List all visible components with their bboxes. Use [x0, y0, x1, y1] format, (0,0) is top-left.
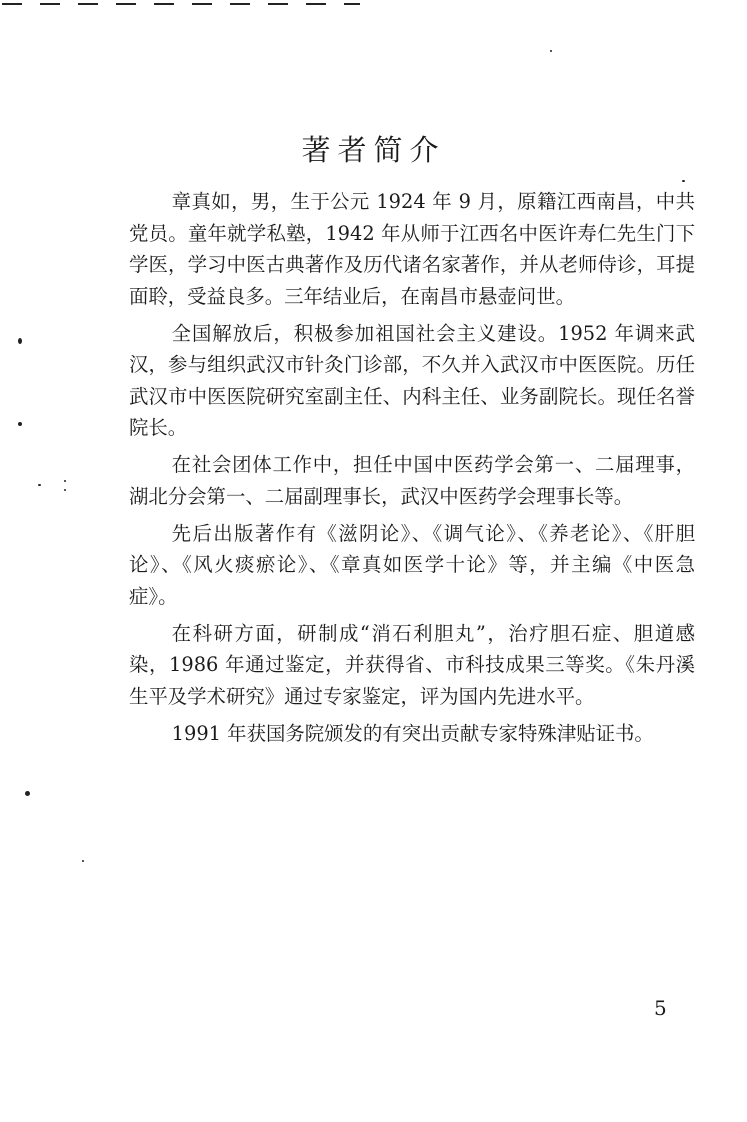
scan-speck — [38, 484, 41, 486]
paragraph-research: 在科研方面，研制成“消石利胆丸”，治疗胆石症、胆道感染，1986 年通过鉴定，并获得省、市科技成果三等奖。《朱丹溪生平及学术研究》通过专家鉴定，评为国内先进水平。 — [129, 621, 695, 708]
page-title: 著者简介 — [301, 133, 446, 167]
author-bio — [129, 186, 695, 755]
scan-speck — [18, 422, 22, 426]
scan-speck — [64, 480, 66, 482]
page-number: 5 — [654, 996, 667, 1020]
paragraph-early-life: 章真如，男，生于公元 1924 年 9 月，原籍江西南昌，中共党员。童年就学私塾，1942 年从师于江西名中医许寿仁先生门下学医，学习中医古典著作及历代诸名家著作，并从老师侍诊，耳提面聆，受益良多。三年结业后，在南昌市悬壶问世。 — [129, 190, 695, 308]
scan-speck — [18, 338, 22, 344]
paragraph-career: 全国解放后，积极参加祖国社会主义建设。1952 年调来武汉，参与组织武汉市针灸门诊部，不久并入武汉市中医医院。历任武汉市中医医院研究室副主任、内科主任、业务副院长。现任名誉院长。 — [129, 321, 695, 439]
paragraph-award: 1991 年获国务院颁发的有突出贡献专家特殊津贴证书。 — [171, 721, 654, 745]
paragraph-societies: 在社会团体工作中，担任中国中医药学会第一、二届理事，湖北分会第一、二届副理事长，武汉中医药学会理事长等。 — [129, 453, 695, 508]
scan-speck — [64, 489, 66, 491]
scan-speck — [82, 860, 84, 862]
top-dashed-rule — [0, 0, 360, 10]
paragraph-publications: 先后出版著作有《滋阴论》、《调气论》、《养老论》、《肝胆论》、《风火痰瘀论》、《章真如医学十论》等，并主编《中医急症》。 — [129, 521, 695, 608]
scan-speck — [682, 180, 685, 182]
scan-speck — [25, 791, 30, 796]
scan-speck — [550, 50, 552, 52]
